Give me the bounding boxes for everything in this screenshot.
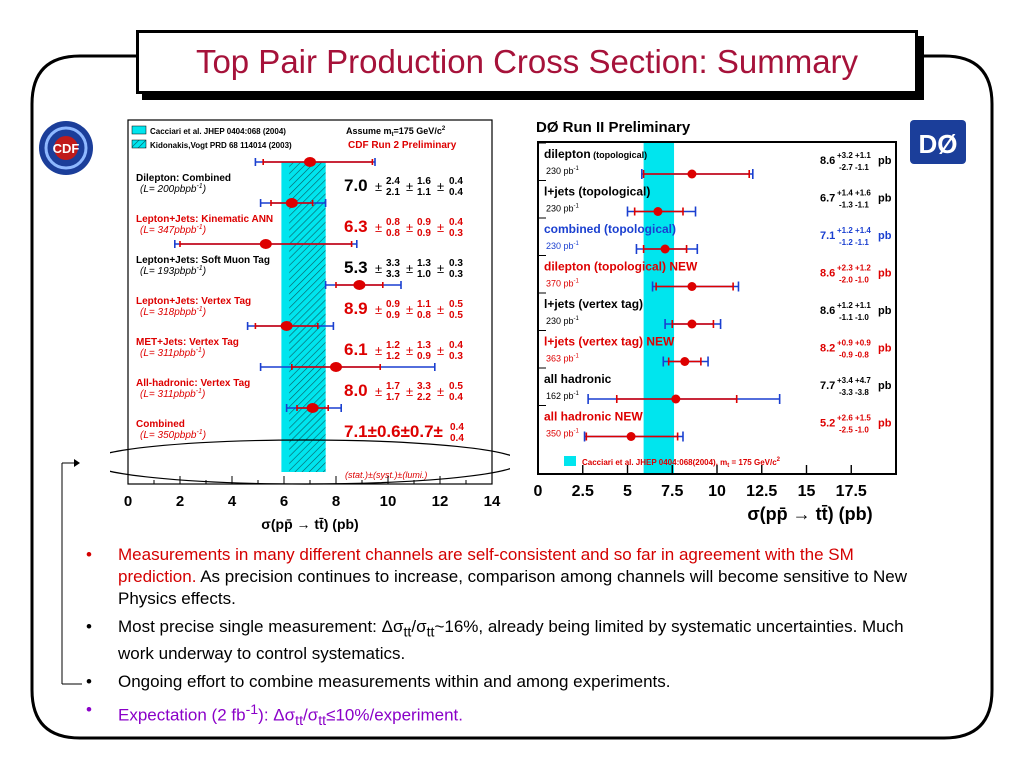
entry-up: +2.6 +1.5 [837,413,871,423]
entry-name: Combined [136,419,185,430]
syst-up: 1.1 [417,299,431,310]
lumi-text: (L= 193pb [140,266,186,277]
lumi-sup: -1 [573,428,579,435]
entry-value: 6.7 [820,192,836,205]
lumi-close: ) [202,184,207,195]
entry-unit: pb [878,342,892,355]
lumi-sup: -1 [196,306,203,313]
lumi-sup: -1 [196,265,203,272]
entry-up: +3.2 +1.1 [837,151,871,160]
syst-up: 0.9 [417,217,431,228]
x-tick-label: 5 [623,483,632,500]
entry-value: 5.2 [820,417,836,430]
entry-up: +1.2 +1.1 [837,301,871,310]
lumi-close: ) [202,225,207,236]
entry-name-text: all hadronic [544,372,612,386]
data-point [286,198,298,208]
data-point [260,239,272,249]
syst-up: 3.3 [417,381,431,392]
lumi-text: 230 pb [546,166,574,176]
lumi-text: 162 pb [546,391,574,401]
x-tick-label: 10 [708,483,726,500]
entry-name-text: l+jets (topological) [544,184,651,199]
x-tick-label: 14 [483,493,501,510]
bullet-1-red: Measurements in many different channels are self-consistent and so far in agreement with the SM prediction. [118,545,854,586]
lumi-text: 230 pb [546,203,574,214]
pm-sign: ± [406,179,414,194]
stat-up: 2.4 [386,176,400,187]
d0-chart [520,112,920,532]
lumi-text: 350 pb [546,428,574,439]
entry-name-text: dilepton (topological) NEW [544,259,698,274]
syst-down: 0.9 [417,351,431,362]
lumi-sup: -1 [195,388,202,395]
x-tick-label: 0 [123,493,133,510]
lumi-unit: pb [184,348,196,359]
lumi-down: 0.4 [449,187,463,198]
bullet-marker: • [86,617,92,636]
lumi-sup: -1 [196,224,203,231]
entry-unit: pb [878,305,892,317]
entry-name: All-hadronic: Vertex Tag [136,378,251,389]
pm-sign: ± [375,384,383,399]
syst-up: 1.6 [417,176,431,187]
entry-value: 6.1 [344,340,368,359]
stat-down: 1.7 [386,392,400,403]
legend-text: Cacciari et al. JHEP 0404:068(2004), m [582,458,728,467]
entry-down: -2.7 -1.1 [839,163,869,172]
bullet-2-slash: /σ [411,617,427,636]
preliminary-label: CDF Run 2 Preliminary [348,140,457,151]
entry-value: 8.6 [820,267,836,280]
lumi-sup: -1 [195,347,202,354]
pm-sign: ± [375,302,383,317]
entry-name: Lepton+Jets: Kinematic ANN [136,214,274,225]
entry-name-text: combined (topological) [544,222,676,236]
slide-title-box [136,30,918,94]
bullet-3-text: Ongoing effort to combine measurements within and among experiments. [118,672,671,692]
entry-up: +1.4 +1.6 [837,188,871,198]
x-tick-label: 8 [331,493,341,510]
stat-up: 1.2 [386,340,400,351]
data-point [304,157,316,167]
lumi-text: 230 pb [546,241,574,251]
x-tick-label: 17.5 [835,483,867,500]
entry-lumi [140,265,206,277]
entry-down: -2.5 -1.0 [839,425,869,435]
bullet-2-sub: tt [403,624,412,641]
entry-down: -1.1 -1.0 [839,313,869,322]
lumi-unit: pb [184,389,196,400]
lumi-sup: -1 [573,316,579,322]
legend-sub: t [727,463,730,469]
lumi-close: ) [201,389,206,400]
theory-band-kidonakis [289,162,325,472]
d0-logo-text: DØ [918,129,958,159]
stat-up: 3.3 [386,258,400,269]
lumi-sup: -1 [573,391,579,397]
entry-unit: pb [878,230,892,242]
entry-unit: pb [878,267,892,280]
stat-up: 0.8 [386,217,400,228]
entry-value: 7.1 [820,230,836,242]
entry-name-text: all hadronic NEW [544,409,643,424]
entry-name [544,147,647,161]
entry-up: +3.4 +4.7 [837,376,871,385]
entry-value: 8.0 [344,381,368,400]
pm-sign: ± [437,343,445,358]
assume-rest: =175 GeV/c [393,126,442,136]
syst-down: 1.0 [417,269,431,280]
entry-name [544,410,643,424]
lumi-unit: pb [185,430,197,441]
data-point [671,395,680,404]
lumi-text: (L= 347pb [140,225,186,236]
entry-down: -1.2 -1.1 [839,238,869,247]
lumi-close: ) [201,348,206,359]
entry-value: 6.3 [344,217,368,236]
pm-sign: ± [437,261,445,276]
entry-unit: pb [878,380,892,392]
pm-sign: ± [406,220,414,235]
lumi-text: 370 pb [546,278,574,289]
slide-title: Top Pair Production Cross Section: Summary [195,43,859,80]
entry-unit: pb [878,417,892,430]
lumi-down: 0.5 [449,310,463,321]
syst-down: 2.2 [417,392,431,403]
lumi-close: ) [202,430,207,441]
entry-unit: pb [878,155,892,167]
lumi-text: (L= 318pb [140,307,186,318]
bullet-marker: • [86,545,92,564]
legend-label-kidonakis: Kidonakis,Vogt PRD 68 114014 (2003) [150,141,292,150]
bullet-2-tail: ~16%, already being limited by systematic uncertainties. Much work underway to control systematics. [118,617,904,664]
lumi-close: ) [202,307,207,318]
assume-text: Assume m [346,126,392,136]
lumi-down: 0.4 [450,433,464,444]
entry-name [544,372,612,386]
legend-swatch-cacciari [132,126,146,134]
pm-sign: ± [437,302,445,317]
lumi-sup: -1 [573,278,579,285]
x-axis-label: σ(pp̄ → tt̄) (pb) [261,516,359,532]
pm-sign: ± [406,384,414,399]
entry-lumi [140,429,206,441]
lumi-text: (L= 350pb [140,430,186,441]
data-point [661,245,670,254]
bullet-2-sub: tt [426,624,435,641]
lumi-text: 230 pb [546,316,574,326]
entry-name [544,185,650,199]
bullet-2-delta: Δσ [381,617,404,636]
legend-label-cacciari: Cacciari et al. JHEP 0404:068 (2004) [150,127,286,136]
entry-lumi [140,183,206,195]
x-tick-label: 4 [227,493,237,510]
bullet-marker: • [86,700,92,720]
lumi-unit: pb [185,225,197,236]
entry-up: +2.3 +1.2 [837,263,871,273]
stat-down: 0.9 [386,310,400,321]
lumi-unit: pb [185,184,197,195]
lumi-down: 0.3 [449,228,463,239]
entry-lumi [140,347,205,359]
legend-sup: 2 [776,457,780,463]
data-point [687,170,696,179]
bullet-marker: • [86,672,92,692]
entry-lumi [140,224,206,236]
lumi-text: (L= 311pb [140,389,185,400]
legend-swatch-kidonakis [132,140,146,148]
entry-value: 8.6 [820,305,836,317]
pm-sign: ± [406,261,414,276]
pm-sign: ± [375,220,383,235]
entry-name-text: dilepton [544,147,591,161]
data-point [330,362,342,372]
footnote: (stat.)±(syst.)±(lumi.) [345,470,428,480]
data-point [687,320,696,329]
entry-down: -3.3 -3.8 [839,388,869,397]
lumi-sup: -1 [573,241,579,247]
bullet-4-sub: tt [318,713,327,730]
lumi-up: 0.3 [449,258,463,269]
data-point [627,432,636,441]
entry-value: 7.7 [820,380,836,392]
x-tick-label: 6 [279,493,289,510]
lumi-up: 0.4 [449,176,463,187]
stat-down: 1.2 [386,351,400,362]
lumi-up: 0.4 [450,422,464,433]
syst-up: 1.3 [417,340,431,351]
entry-unit: pb [878,192,892,205]
legend-swatch [564,456,576,466]
lumi-down: 0.3 [449,351,463,362]
pm-sign: ± [437,179,445,194]
pm-sign: ± [375,343,383,358]
x-tick-label: 0 [533,483,543,500]
bullet-4-tail: ≤10%/experiment. [326,706,464,726]
lumi-sup: -1 [573,203,579,210]
bullet-4-text: Expectation (2 fb [118,706,246,726]
chart-title: DØ Run II Preliminary [536,119,691,136]
syst-down: 0.8 [417,310,431,321]
lumi-close: ) [202,266,207,277]
combine-arrow [40,450,140,690]
lumi-unit: pb [185,266,197,277]
lumi-sup: -1 [196,183,203,190]
lumi-unit: pb [185,307,197,318]
entry-name-text: l+jets (vertex tag) [544,297,644,311]
stat-up: 1.7 [386,381,400,392]
stat-down: 3.3 [386,269,400,280]
entry-down: -2.0 -1.0 [839,275,869,285]
assume-sub: t [391,132,394,138]
x-tick-label: 15 [797,483,816,500]
data-point [680,357,689,366]
entry-name [544,222,676,236]
entry-name [544,297,643,311]
entry-value: 8.6 [820,155,836,167]
pm-sign: ± [406,343,414,358]
entry-value: 5.3 [344,258,368,277]
cdf-logo-text: CDF [52,141,80,156]
bullet-4-slash: /σ [303,706,319,726]
entry-name [544,260,698,274]
pm-sign: ± [406,302,414,317]
pm-sign: ± [437,384,445,399]
syst-up: 1.3 [417,258,431,269]
x-tick-label: 7.5 [661,483,684,500]
lumi-sup: -1 [573,353,579,360]
data-point [353,280,365,290]
entry-value: 8.9 [344,299,368,318]
entry-name-text: l+jets (vertex tag) NEW [544,334,675,349]
data-point [281,321,293,331]
lumi-text: (L= 200pb [140,184,186,195]
x-tick-label: 10 [379,493,397,510]
syst-down: 0.9 [417,228,431,239]
entry-value: 8.2 [820,342,836,355]
bullet-2-text: Most precise single measurement: [118,617,382,636]
lumi-sup: -1 [573,166,579,172]
syst-down: 1.1 [417,187,431,198]
pm-sign: ± [375,179,383,194]
bullet-4-sup: -1 [245,702,259,719]
data-point [307,403,319,413]
entry-lumi [140,388,205,400]
entry-value: 7.1±0.6±0.7± [344,422,443,441]
lumi-up: 0.5 [449,381,463,392]
data-point [653,207,662,216]
legend-rest: = 175 GeV/c [729,458,777,467]
lumi-up: 0.5 [449,299,463,310]
lumi-down: 0.4 [449,392,463,403]
entry-name: Dilepton: Combined [136,173,231,184]
lumi-up: 0.4 [449,217,463,228]
entry-lumi [140,306,206,318]
entry-down: -0.9 -0.8 [839,350,869,360]
lumi-text: 363 pb [546,353,574,364]
stat-down: 2.1 [386,187,400,198]
entry-tag: (topological) [590,150,648,160]
x-tick-label: 12 [431,493,449,510]
entry-down: -1.3 -1.1 [839,200,869,210]
entry-name [544,335,675,349]
assume-sup: 2 [441,126,446,132]
cdf-chart [110,112,510,544]
bullet-4-mid: ): Δσ [258,706,296,726]
entry-name: Lepton+Jets: Vertex Tag [136,296,252,307]
data-point [687,282,696,291]
cdf-logo [36,118,96,178]
entry-name: Lepton+Jets: Soft Muon Tag [136,255,270,266]
x-tick-label: 12.5 [746,483,778,500]
lumi-sup: -1 [196,429,203,436]
pm-sign: ± [437,220,445,235]
bullet-4-sub: tt [295,713,304,730]
entry-value: 7.0 [344,176,368,195]
x-tick-label: 2.5 [571,483,594,500]
lumi-text: (L= 311pb [140,348,185,359]
bullet-1-black: As precision continues to increase, comparison among channels will become sensitive to New Physics effects. [118,567,908,608]
pm-sign: ± [375,261,383,276]
entry-name: MET+Jets: Vertex Tag [136,337,239,348]
x-tick-label: 2 [175,493,185,510]
stat-down: 0.8 [386,228,400,239]
stat-up: 0.9 [386,299,400,310]
lumi-down: 0.3 [449,269,463,280]
entry-up: +0.9 +0.9 [837,338,871,348]
lumi-up: 0.4 [449,340,463,351]
x-axis-label: σ(pp̄ → tt̄) (pb) [747,504,873,524]
entry-up: +1.2 +1.4 [837,226,871,235]
